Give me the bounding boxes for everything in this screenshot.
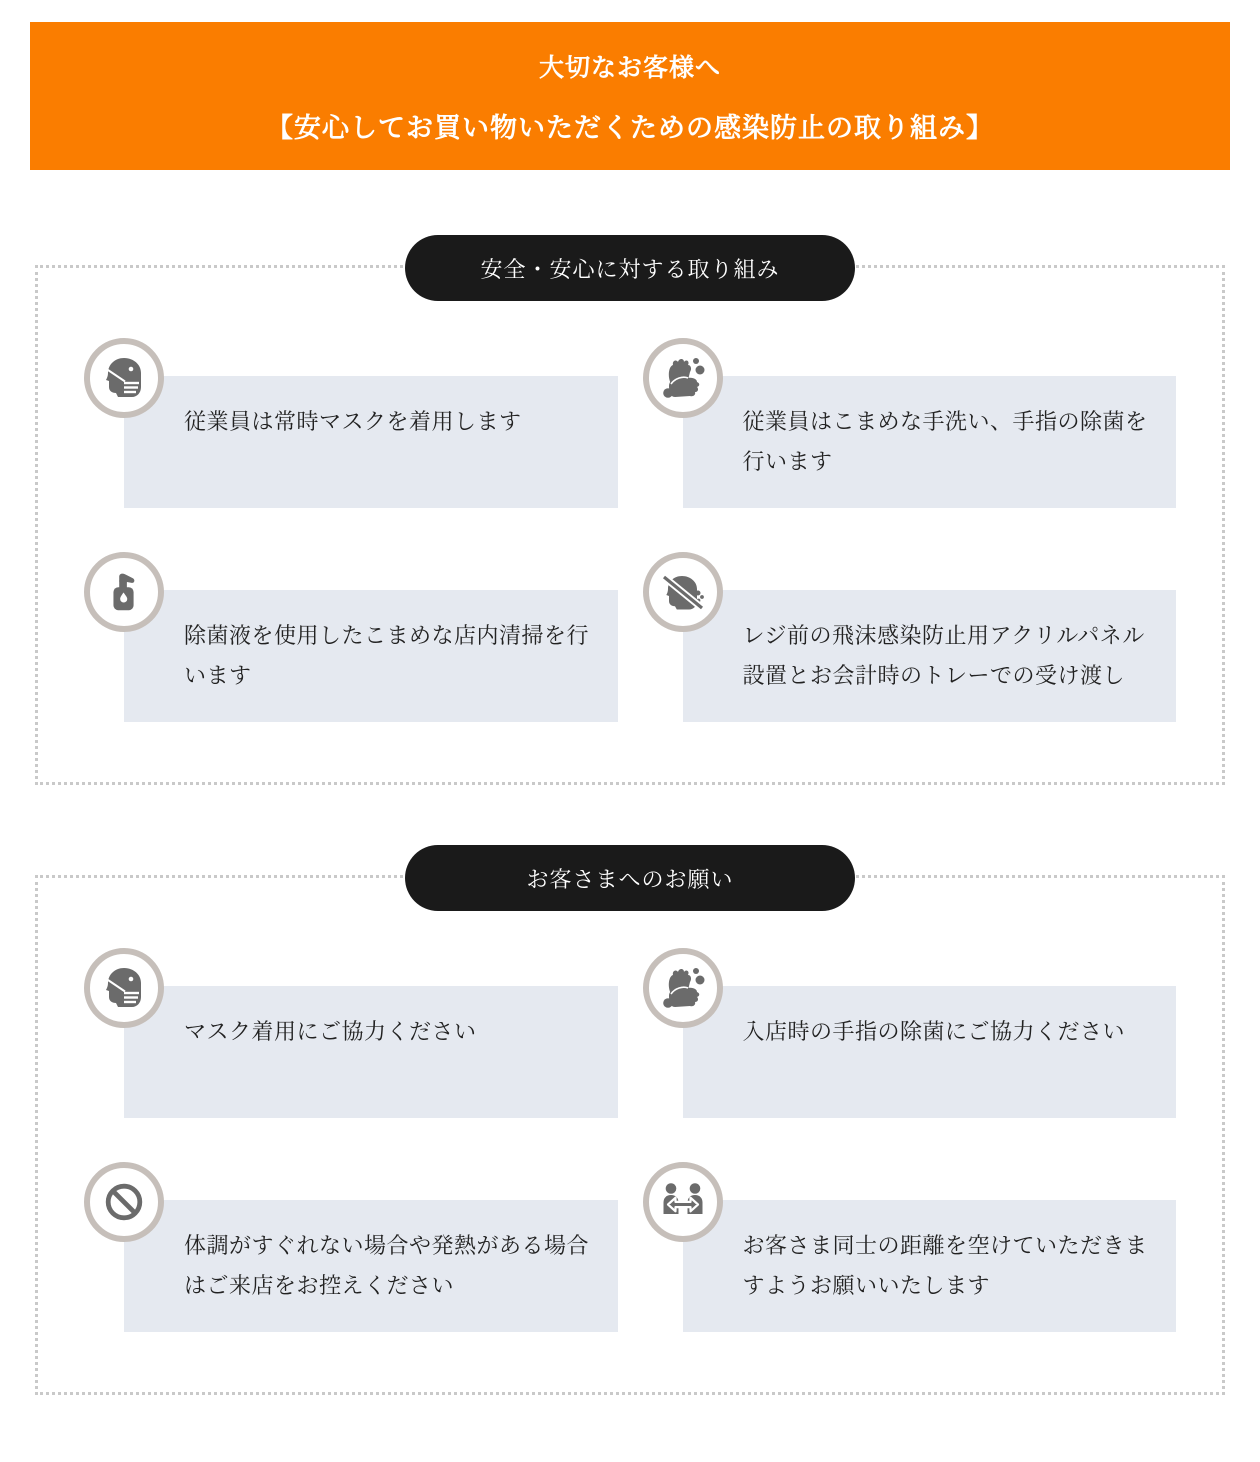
droplet-prevention-icon	[643, 552, 723, 632]
hand-wash-icon	[643, 338, 723, 418]
measure-card	[683, 376, 1177, 508]
measure-item	[643, 552, 1177, 722]
items-grid	[84, 948, 1176, 1332]
request-card	[124, 986, 618, 1118]
request-text: 体調がすぐれない場合や発熱がある場合はご来店をお控えください	[184, 1233, 590, 1298]
section-safety-initiatives	[35, 256, 1225, 785]
request-card	[683, 1200, 1177, 1332]
request-text: 入店時の手指の除菌にご協力ください	[742, 1019, 1126, 1044]
section-customer-requests	[35, 866, 1225, 1395]
prohibition-icon	[84, 1162, 164, 1242]
measure-card	[124, 376, 618, 508]
measure-text: 除菌液を使用したこまめな店内清掃を行います	[184, 623, 590, 688]
items-grid	[84, 338, 1176, 722]
banner-title: 大切なお客様へ	[538, 53, 721, 82]
measure-item	[84, 552, 618, 722]
measure-text: レジ前の飛沫感染防止用アクリルパネル設置とお会計時のトレーでの受け渡し	[742, 623, 1145, 688]
request-text: マスク着用にご協力ください	[184, 1019, 477, 1044]
request-item	[643, 948, 1177, 1118]
notice-banner	[30, 22, 1230, 170]
measure-item	[643, 338, 1177, 508]
banner-subtitle: 【安心してお買い物いただくための感染防止の取り組み】	[266, 112, 994, 143]
request-item	[84, 1162, 618, 1332]
measure-card	[124, 590, 618, 722]
section-title-pill: 安全・安心に対する取り組み	[405, 235, 855, 301]
social-distance-icon	[643, 1162, 723, 1242]
request-item	[84, 948, 618, 1118]
mask-face-icon	[84, 948, 164, 1028]
hand-wash-icon	[643, 948, 723, 1028]
measure-item	[84, 338, 618, 508]
request-card	[683, 986, 1177, 1118]
request-text: お客さま同士の距離を空けていただきますようお願いいたします	[742, 1233, 1148, 1298]
measure-text: 従業員はこまめな手洗い、手指の除菌を行います	[742, 409, 1148, 474]
request-item	[643, 1162, 1177, 1332]
section-title-pill: お客さまへのお願い	[405, 845, 855, 911]
measure-card	[683, 590, 1177, 722]
measure-text: 従業員は常時マスクを着用します	[184, 409, 522, 434]
mask-face-icon	[84, 338, 164, 418]
request-card	[124, 1200, 618, 1332]
sanitizer-bottle-icon	[84, 552, 164, 632]
